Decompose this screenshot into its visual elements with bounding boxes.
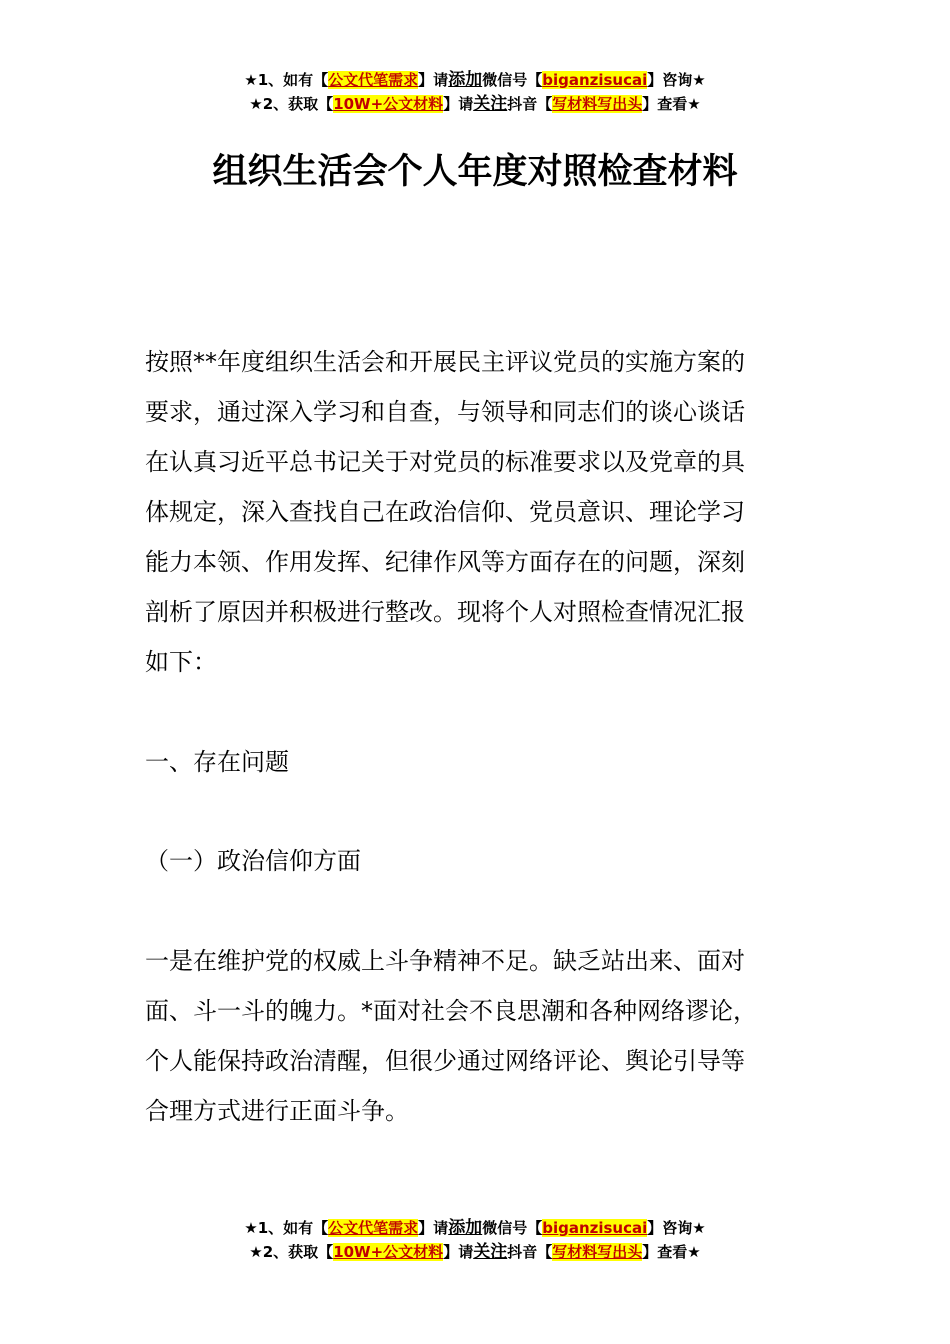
paragraph-line: 按照**年度组织生活会和开展民主评议党员的实施方案的 <box>145 348 745 376</box>
point-paragraph <box>145 936 809 1136</box>
section-heading <box>145 737 809 787</box>
banner-text: 】咨询★ <box>647 1219 706 1237</box>
paragraph-line: 合理方式进行正面斗争。 <box>145 1097 409 1125</box>
banner-highlight-materials: 10W+公文材料 <box>333 95 444 113</box>
top-banner <box>0 68 950 116</box>
banner-emphasis-follow: 关注 <box>473 1242 508 1262</box>
paragraph-line: 如下： <box>145 648 217 676</box>
banner-text: 】查看★ <box>642 1243 701 1261</box>
banner-text: ★2、获取【 <box>249 95 334 113</box>
banner-text: 微信号【 <box>482 1219 543 1237</box>
paragraph-line: 在认真习近平总书记关于对党员的标准要求以及党章的具 <box>145 448 745 476</box>
banner-text: 】请 <box>418 1219 449 1237</box>
banner-line-1 <box>0 68 950 92</box>
paragraph-line: 剖析了原因并积极进行整改。现将个人对照检查情况汇报 <box>145 598 745 626</box>
banner-highlight-wechat-id: biganzisucai <box>542 1219 648 1237</box>
banner-text: ★1、如有【 <box>244 1219 329 1237</box>
banner-emphasis-follow: 关注 <box>473 94 508 114</box>
banner-text: 抖音【 <box>507 95 553 113</box>
paragraph-line: 个人能保持政治清醒，但很少通过网络评论、舆论引导等 <box>145 1047 745 1075</box>
paragraph-line: 面、斗一斗的魄力。*面对社会不良思潮和各种网络谬论， <box>145 997 757 1025</box>
banner-text: 】请 <box>418 71 449 89</box>
banner-highlight-douyin: 写材料写出头 <box>552 95 643 113</box>
document-title: 组织生活会个人年度对照检查材料 <box>212 152 738 192</box>
section-heading-text: 一、存在问题 <box>145 748 289 776</box>
banner-text: 】咨询★ <box>647 71 706 89</box>
subsection-heading <box>145 836 809 886</box>
banner-highlight-service: 公文代笔需求 <box>328 1219 419 1237</box>
banner-line-1 <box>0 1216 950 1240</box>
banner-text: 】请 <box>443 95 474 113</box>
paragraph-line: 一是在维护党的权威上斗争精神不足。缺乏站出来、面对 <box>145 947 745 975</box>
paragraph-line: 体规定，深入查找自己在政治信仰、党员意识、理论学习 <box>145 498 745 526</box>
banner-highlight-wechat-id: biganzisucai <box>542 71 648 89</box>
banner-highlight-service: 公文代笔需求 <box>328 71 419 89</box>
banner-highlight-douyin: 写材料写出头 <box>552 1243 643 1261</box>
banner-emphasis-add: 添加 <box>448 1218 483 1238</box>
banner-text: ★2、获取【 <box>249 1243 334 1261</box>
banner-text: 微信号【 <box>482 71 543 89</box>
banner-emphasis-add: 添加 <box>448 70 483 90</box>
subsection-heading-text: （一）政治信仰方面 <box>145 847 361 875</box>
banner-highlight-materials: 10W+公文材料 <box>333 1243 444 1261</box>
banner-line-2 <box>0 1240 950 1264</box>
banner-text: 】请 <box>443 1243 474 1261</box>
banner-text: 】查看★ <box>642 95 701 113</box>
paragraph-line: 要求，通过深入学习和自查，与领导和同志们的谈心谈话 <box>145 398 745 426</box>
intro-paragraph <box>145 337 809 687</box>
paragraph-line: 能力本领、作用发挥、纪律作风等方面存在的问题，深刻 <box>145 548 745 576</box>
banner-line-2 <box>0 92 950 116</box>
banner-text: ★1、如有【 <box>244 71 329 89</box>
bottom-banner <box>0 1216 950 1264</box>
banner-text: 抖音【 <box>507 1243 553 1261</box>
